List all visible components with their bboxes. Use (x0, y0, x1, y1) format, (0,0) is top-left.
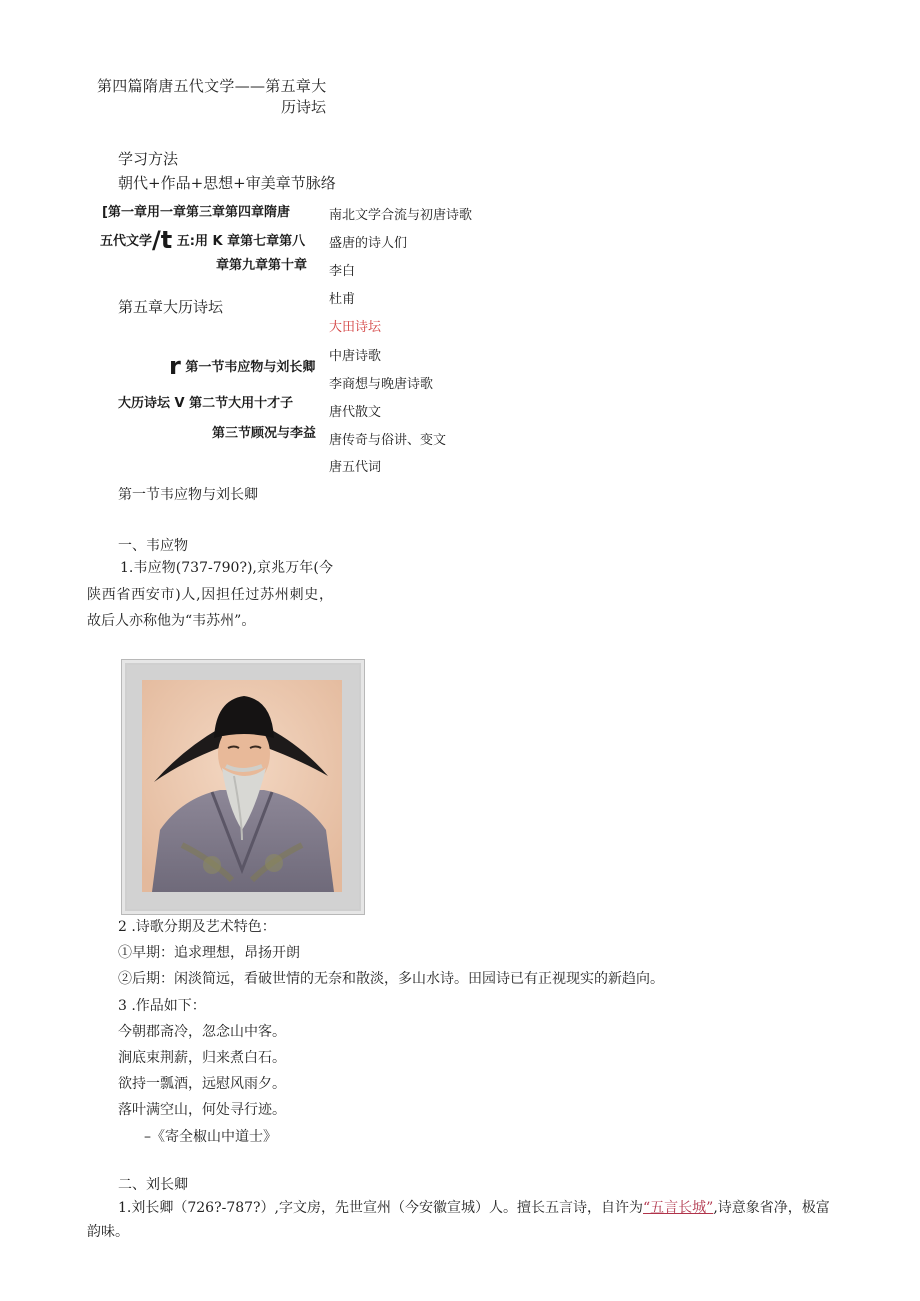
poem-line: 今朝郡斋冷，忽念山中客。 (118, 1024, 286, 1040)
chapter-item: 唐代散文 (329, 405, 382, 420)
liu-subheading: 二、刘长卿 (118, 1177, 188, 1193)
poem-source: –《寄全椒山中道士》 (144, 1129, 277, 1145)
overview-line-3: 章第九章第十章 (216, 258, 308, 273)
wei-bio-paragraph (87, 555, 333, 635)
liu-bio-text-a: 1.刘长卿（726?-787?）,字文房，先世宣州（今安徽宣城）人。擅长五言诗，自许为 (118, 1200, 643, 1216)
chapter-item: 盛唐的诗人们 (329, 236, 408, 251)
wei-early-period: ①早期：追求理想，昂扬开朗 (118, 945, 300, 961)
chapter-item-clipped-text: 唐五代词 (329, 460, 382, 475)
liu-bio-text-b: ,诗意象省净，极富韵味。 (87, 1200, 830, 1240)
chapter-item-active: 大田诗坛 (329, 320, 382, 335)
wei-item-3: 3 .作品如下： (118, 998, 206, 1014)
chapter-item: 杜甫 (329, 292, 356, 307)
overview-line-1: [第一章用一章第三章第四章隋唐 (102, 205, 290, 220)
chapter-item: 中唐诗歌 (329, 349, 382, 364)
chapter5-group-label: 大历诗坛 V 第二节大用十才子 (118, 396, 294, 411)
chapter-item: 唐传奇与俗讲、变文 (329, 433, 447, 448)
portrait-image (142, 680, 342, 892)
poem-line: 欲持一瓢酒，远慰风雨夕。 (118, 1076, 286, 1092)
wei-item-2: 2 .诗歌分期及艺术特色： (118, 919, 276, 935)
study-method-heading: 学习方法 (118, 150, 179, 168)
poem-line: 落叶满空山，何处寻行迹。 (118, 1102, 286, 1118)
poem-line: 涧底束荆薪，归来煮白石。 (118, 1050, 286, 1066)
bracket-glyph: r (169, 352, 181, 380)
doc-title-line1: 第四篇隋唐五代文学——第五章大 (97, 77, 327, 95)
overview-line-2-b: 五:用 K 章第七章第八 (172, 234, 306, 249)
chapter5-heading: 第五章大历诗坛 (118, 298, 224, 316)
chapter5-section3: 第三节顾况与李益 (212, 426, 317, 441)
chapter-item-clipped (329, 456, 489, 475)
five-character-wall-link[interactable]: “五言长城” (643, 1200, 714, 1216)
overview-line-2-a: 五代文学 (100, 234, 153, 249)
wei-late-period: ②后期：闲淡简远，看破世情的无奈和散淡，多山水诗。田园诗已有正视现实的新趋向。 (118, 971, 664, 987)
chapter5-section1: 第一节韦应物与刘长卿 (180, 360, 316, 375)
wei-yingwu-portrait (121, 659, 365, 915)
section1-heading: 第一节韦应物与刘长卿 (118, 487, 258, 503)
liu-bio-paragraph (87, 1196, 832, 1244)
overview-line-2 (100, 226, 305, 254)
chapter-item: 南北文学合流与初唐诗歌 (329, 208, 473, 223)
wei-subheading: 一、韦应物 (118, 538, 188, 554)
overview-big-glyph: /t (152, 226, 173, 254)
doc-title-line2: 历诗坛 (281, 98, 327, 116)
wei-bio-text: 1.韦应物(737-790?),京兆万年(今陕西省西安市)人,因担任过苏州刺史，故后人亦称他为“韦苏州”。 (87, 560, 333, 629)
chapter-item: 李白 (329, 264, 356, 279)
chapter5-section1-line (169, 352, 315, 380)
chapter-item: 李商想与晚唐诗歌 (329, 377, 434, 392)
study-method-text: 朝代+作品+思想+审美章节脉络 (118, 174, 336, 192)
